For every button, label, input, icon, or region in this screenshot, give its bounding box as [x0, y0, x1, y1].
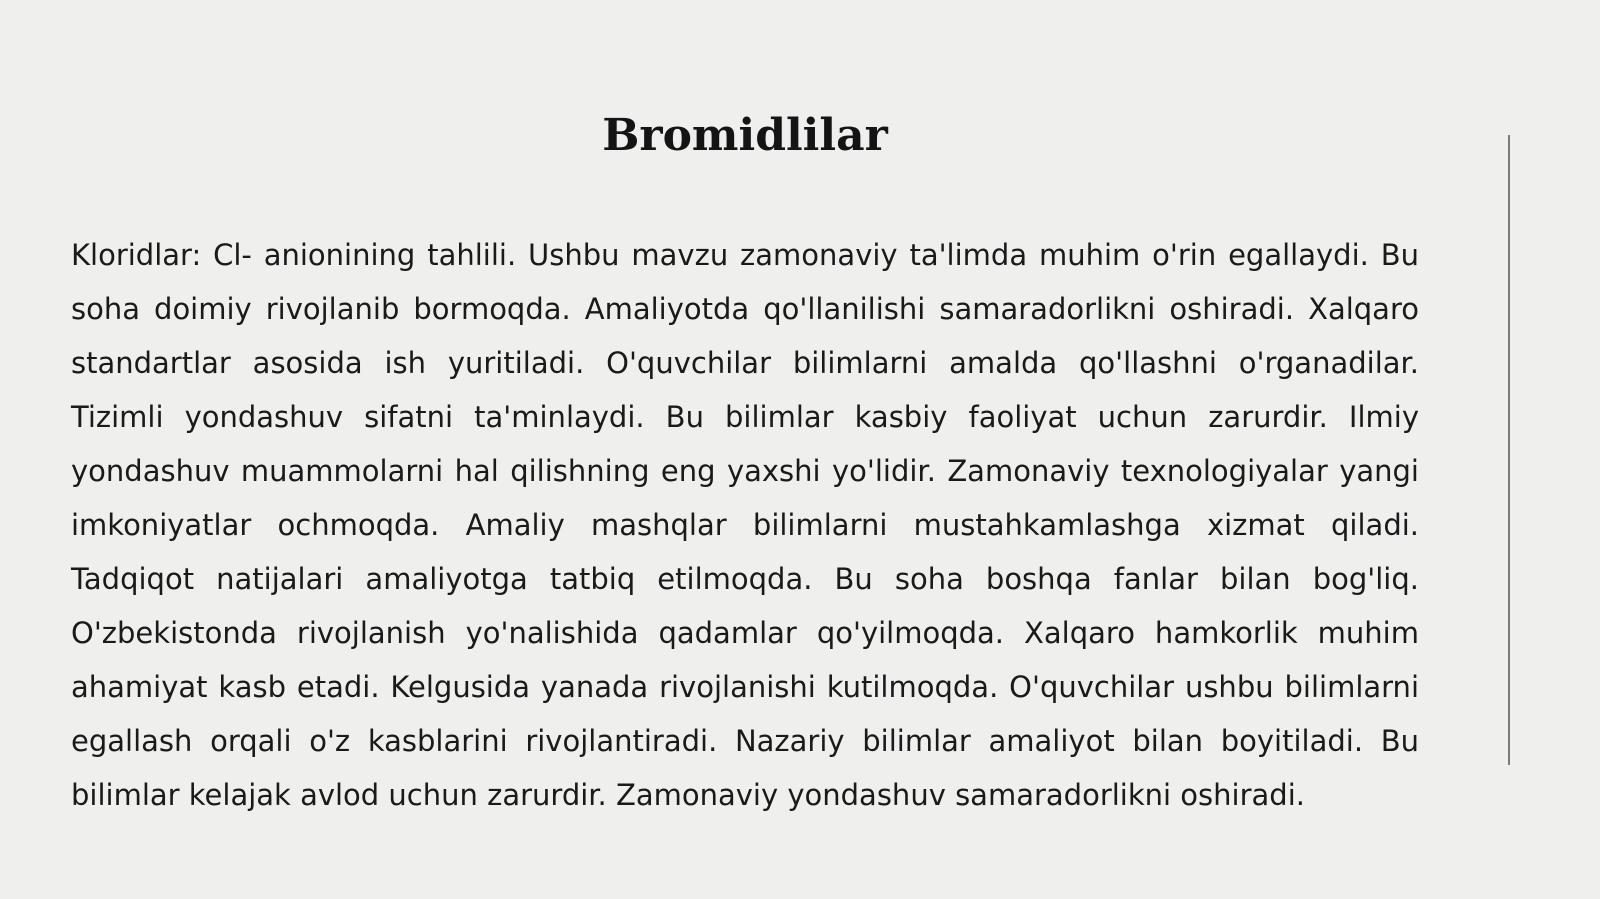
slide-body-text: Kloridlar: Cl- anionining tahlili. Ushbu mavzu zamonaviy ta'limda muhim o'rin egallaydi. Bu soha doimiy rivojlanib bormoqda. Amaliyotda qo'llanilishi samaradorlikni oshiradi. Xalqaro standartlar asosida ish yuritiladi. O'quvchilar bilimlarni amalda qo'llashni o'rganadilar. Tizimli yondashuv sifatni ta'minlaydi. Bu bilimlar kasbiy faoliyat uchun zarurdir. Ilmiy yondashuv muammolarni hal qilishning eng yaxshi yo'lidir. Zamonaviy texnologiyalar yangi imkoniyatlar ochmoqda. Amaliy mashqlar bilimlarni mustahkamlashga xizmat qiladi. Tadqiqot natijalari amaliyotga tatbiq etilmoqda. Bu soha boshqa fanlar bilan bog'liq. O'zbekistonda rivojlanish yo'nalishida qadamlar qo'yilmoqda. Xalqaro hamkorlik muhim ahamiyat kasb etadi. Kelgusida yanada rivojlanishi kutilmoqda. O'quvchilar ushbu bilimlarni egallash orqali o'z kasblarini rivojlantiradi. Nazariy bilimlar amaliyot bilan boyitiladi. Bu bilimlar kelajak avlod uchun zarurdir. Zamonaviy yondashuv samaradorlikni oshiradi. [71, 238, 1419, 812]
slide-title: Bromidlilar [602, 110, 888, 161]
vertical-divider [1508, 135, 1510, 765]
